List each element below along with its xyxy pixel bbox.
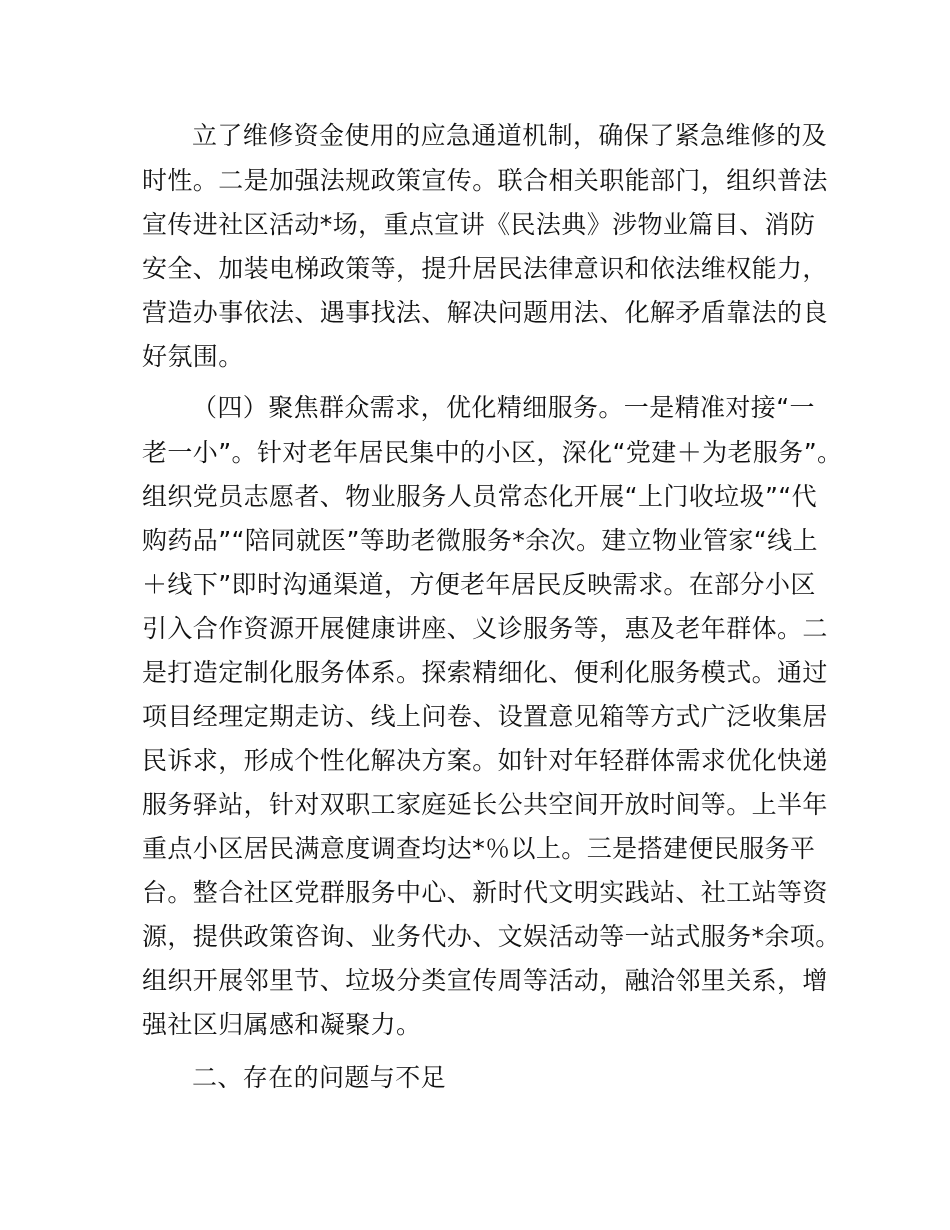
- text-line: 台。整合社区党群服务中心、新时代文明实践站、社工站等资: [142, 878, 828, 907]
- text-line: 宣传进社区活动*场，重点宣讲《民法典》涉物业篇目、消防: [142, 210, 816, 239]
- text-line: 立了维修资金使用的应急通道机制，确保了紧急维修的及: [192, 121, 828, 150]
- text-line: 引入合作资源开展健康讲座、义诊服务等，惠及老年群体。二: [142, 614, 828, 643]
- text-line: 老一小”。针对老年居民集中的小区，深化“党建＋为老服务”。: [142, 438, 843, 467]
- text-line: 是打造定制化服务体系。探索精细化、便利化服务模式。通过: [142, 658, 828, 687]
- text-line: 组织开展邻里节、垃圾分类宣传周等活动，融洽邻里关系，增: [142, 966, 828, 995]
- text-line: 营造办事依法、遇事找法、解决问题用法、化解矛盾靠法的良: [142, 298, 828, 327]
- text-line: 组织党员志愿者、物业服务人员常态化开展“上门收垃圾”“代: [142, 482, 818, 511]
- text-line: 民诉求，形成个性化解决方案。如针对年轻群体需求优化快递: [142, 746, 828, 775]
- text-line: （四）聚焦群众需求，优化精细服务。一是精准对接“一: [192, 393, 815, 422]
- text-line: 源，提供政策咨询、业务代办、文娱活动等一站式服务*余项。: [142, 922, 841, 951]
- text-line: 重点小区居民满意度调查均达*％以上。三是搭建便民服务平: [142, 834, 816, 863]
- text-line: 强社区归属感和凝聚力。: [142, 1010, 422, 1039]
- text-line: 好氛围。: [142, 342, 244, 371]
- text-line: 购药品”“陪同就医”等助老微服务*余次。建立物业管家“线上: [142, 526, 818, 555]
- text-line: 安全、加装电梯政策等，提升居民法律意识和依法维权能力，: [142, 254, 828, 283]
- text-line: 时性。二是加强法规政策宣传。联合相关职能部门，组织普法: [142, 166, 828, 195]
- section-heading: 二、存在的问题与不足: [192, 1063, 447, 1092]
- text-line: ＋线下”即时沟通渠道，方便老年居民反映需求。在部分小区: [142, 570, 816, 599]
- text-line: 服务驿站，针对双职工家庭延长公共空间开放时间等。上半年: [142, 790, 828, 819]
- text-line: 项目经理定期走访、线上问卷、设置意见箱等方式广泛收集居: [142, 702, 828, 731]
